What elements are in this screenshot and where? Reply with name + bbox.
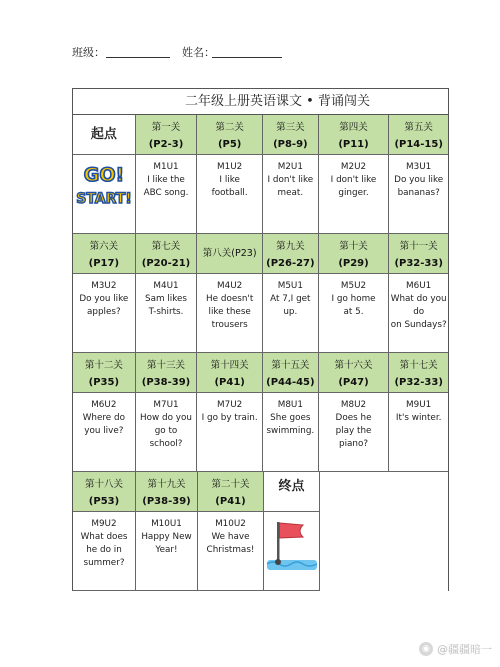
level-header bbox=[319, 115, 390, 155]
level-header bbox=[319, 234, 390, 274]
level-header bbox=[389, 115, 448, 155]
class-label: 班级： bbox=[72, 46, 105, 59]
lesson-code: M9U2 bbox=[91, 519, 117, 529]
lesson-cell bbox=[136, 393, 198, 472]
lesson-text: We have Christmas! bbox=[206, 532, 255, 555]
level-name: 第十关 bbox=[339, 241, 368, 252]
lesson-cell bbox=[136, 155, 198, 234]
level-pages: (P29) bbox=[338, 258, 369, 269]
level-pages: (P44-45) bbox=[266, 377, 315, 388]
lesson-text: Does he play the piano? bbox=[335, 413, 372, 449]
lesson-text: How do you go to school? bbox=[140, 413, 192, 449]
level-pages: (P47) bbox=[338, 377, 369, 388]
level-name: 第一关 bbox=[151, 122, 181, 133]
lesson-code: M5U2 bbox=[340, 281, 367, 291]
lesson-cell bbox=[136, 274, 198, 353]
lesson-cell bbox=[389, 393, 448, 472]
lesson-row-3 bbox=[73, 393, 448, 472]
lesson-code: M6U1 bbox=[406, 281, 432, 291]
level-header bbox=[198, 472, 264, 512]
lesson-text: Sam likes T-shirts. bbox=[145, 294, 188, 317]
level-row-3 bbox=[73, 353, 448, 393]
level-header bbox=[263, 234, 319, 274]
lesson-code: M2U2 bbox=[340, 162, 367, 172]
level-row-4 bbox=[73, 472, 448, 512]
level-header bbox=[136, 115, 198, 155]
level-name: 第七关 bbox=[151, 241, 181, 252]
level-name: 第十六关 bbox=[334, 360, 373, 371]
lesson-cell bbox=[136, 512, 198, 591]
lesson-code: M6U2 bbox=[91, 400, 117, 410]
level-pages: (P8-9) bbox=[273, 139, 308, 150]
lesson-code: M1U2 bbox=[217, 162, 243, 172]
lesson-cell bbox=[263, 393, 319, 472]
lesson-cell bbox=[197, 274, 263, 353]
level-row-2 bbox=[73, 234, 448, 274]
lesson-text: Do you like apples? bbox=[79, 294, 129, 317]
level-name: 第八关(P23) bbox=[202, 248, 257, 259]
lesson-row-4 bbox=[73, 512, 448, 591]
lesson-cell bbox=[389, 274, 448, 353]
level-header bbox=[319, 353, 390, 393]
lesson-text: I like the ABC song. bbox=[143, 175, 189, 198]
level-name: 第十九关 bbox=[147, 479, 186, 490]
level-header bbox=[73, 472, 136, 512]
lesson-text: It's winter. bbox=[395, 413, 442, 423]
lesson-code: M8U1 bbox=[277, 400, 303, 410]
end-flag-cell bbox=[264, 512, 320, 591]
lesson-code: M3U1 bbox=[406, 162, 432, 172]
lesson-text: At 7,I get up. bbox=[270, 294, 311, 317]
level-header bbox=[136, 472, 198, 512]
level-pages: (P20-21) bbox=[141, 258, 191, 269]
lesson-text: Do you like bananas? bbox=[394, 175, 444, 198]
level-pages: (P38-39) bbox=[141, 377, 191, 388]
level-pages: (P53) bbox=[88, 496, 120, 507]
lesson-row-2 bbox=[73, 274, 448, 353]
lesson-code: M5U1 bbox=[277, 281, 303, 291]
lesson-cell bbox=[319, 393, 390, 472]
lesson-text: I go home at 5. bbox=[331, 294, 376, 317]
watermark-logo-icon: ◉ bbox=[419, 642, 433, 656]
watermark-text: @疆疆暗一 bbox=[437, 643, 492, 656]
level-header bbox=[136, 353, 198, 393]
level-header bbox=[197, 353, 263, 393]
lesson-cell bbox=[197, 155, 263, 234]
level-pages: (P5) bbox=[217, 139, 242, 150]
level-header bbox=[389, 353, 448, 393]
go-start-logo-icon bbox=[76, 159, 132, 211]
lesson-text: She goes swimming. bbox=[266, 413, 315, 436]
level-name: 第十一关 bbox=[399, 241, 438, 252]
go-start-cell bbox=[73, 155, 136, 234]
level-name: 第四关 bbox=[339, 122, 368, 133]
lesson-cell bbox=[73, 512, 136, 591]
lesson-text: Happy New Year! bbox=[141, 532, 192, 555]
name-blank-line[interactable] bbox=[212, 45, 282, 58]
lesson-cell bbox=[319, 274, 390, 353]
level-header bbox=[73, 353, 136, 393]
lesson-code: M7U1 bbox=[153, 400, 179, 410]
level-name: 第十三关 bbox=[147, 360, 186, 371]
lesson-code: M10U1 bbox=[151, 519, 182, 529]
start-text: START! bbox=[76, 191, 132, 207]
red-flag-icon bbox=[265, 516, 319, 574]
level-name: 第十八关 bbox=[84, 479, 123, 490]
level-pages: (P41) bbox=[214, 377, 245, 388]
lesson-cell bbox=[263, 155, 319, 234]
lesson-text: I go by train. bbox=[201, 413, 258, 423]
end-label: 终点 bbox=[264, 472, 320, 512]
lesson-code: M8U2 bbox=[340, 400, 367, 410]
lesson-text: He doesn't like these trousers bbox=[206, 294, 254, 330]
lesson-cell bbox=[389, 155, 448, 234]
lesson-cell bbox=[197, 393, 263, 472]
level-name: 第五关 bbox=[404, 122, 433, 133]
level-pages: (P11) bbox=[338, 139, 369, 150]
lesson-cell bbox=[319, 155, 390, 234]
level-name: 第十七关 bbox=[399, 360, 438, 371]
lesson-cell bbox=[263, 274, 319, 353]
lesson-text: I like football. bbox=[211, 175, 248, 198]
level-row-1 bbox=[73, 115, 448, 155]
level-pages: (P38-39) bbox=[142, 496, 191, 507]
lesson-text: Where do you live? bbox=[82, 413, 125, 436]
lesson-code: M9U1 bbox=[406, 400, 432, 410]
lesson-code: M10U2 bbox=[215, 519, 246, 529]
level-pages: (P2-3) bbox=[148, 139, 184, 150]
level-name: 第三关 bbox=[276, 122, 305, 133]
level-header bbox=[73, 234, 136, 274]
level-header bbox=[197, 115, 263, 155]
level-pages: (P35) bbox=[88, 377, 120, 388]
level-header bbox=[263, 353, 319, 393]
lesson-cell bbox=[73, 274, 136, 353]
level-pages: (P32-33) bbox=[394, 377, 443, 388]
level-name: 第六关 bbox=[89, 241, 119, 252]
lesson-row-1 bbox=[73, 155, 448, 234]
level-header bbox=[263, 115, 319, 155]
level-pages: (P14-15) bbox=[394, 139, 443, 150]
start-label: 起点 bbox=[73, 115, 136, 155]
lesson-cell bbox=[198, 512, 264, 591]
go-text: GO! bbox=[83, 164, 125, 186]
level-name: 第十四关 bbox=[210, 360, 249, 371]
level-name: 第二关 bbox=[215, 122, 244, 133]
lesson-code: M2U1 bbox=[277, 162, 303, 172]
lesson-cell bbox=[73, 393, 136, 472]
lesson-code: M4U1 bbox=[153, 281, 179, 291]
level-header bbox=[136, 234, 198, 274]
lesson-text: What do you do on Sundays? bbox=[390, 294, 447, 330]
level-pages: (P32-33) bbox=[394, 258, 443, 269]
level-header bbox=[197, 234, 263, 274]
sheet-title: 二年级上册英语课文 • 背诵闯关 bbox=[73, 89, 448, 115]
level-name: 第二十关 bbox=[211, 479, 250, 490]
level-name: 第九关 bbox=[276, 241, 305, 252]
level-pages: (P17) bbox=[88, 258, 120, 269]
lesson-text: I don't like meat. bbox=[267, 175, 314, 198]
level-name: 第十二关 bbox=[84, 360, 123, 371]
watermark bbox=[419, 641, 492, 657]
lesson-text: What does he do in summer? bbox=[80, 532, 128, 568]
name-label: 姓名： bbox=[182, 46, 215, 59]
challenge-sheet bbox=[72, 88, 449, 591]
lesson-code: M1U1 bbox=[153, 162, 179, 172]
lesson-code: M4U2 bbox=[217, 281, 243, 291]
class-blank-line[interactable] bbox=[106, 45, 170, 58]
level-pages: (P41) bbox=[215, 496, 246, 507]
lesson-code: M7U2 bbox=[217, 400, 243, 410]
lesson-text: I don't like ginger. bbox=[330, 175, 377, 198]
level-name: 第十五关 bbox=[271, 360, 310, 371]
level-pages: (P26-27) bbox=[266, 258, 315, 269]
level-header bbox=[389, 234, 448, 274]
lesson-code: M3U2 bbox=[91, 281, 117, 291]
